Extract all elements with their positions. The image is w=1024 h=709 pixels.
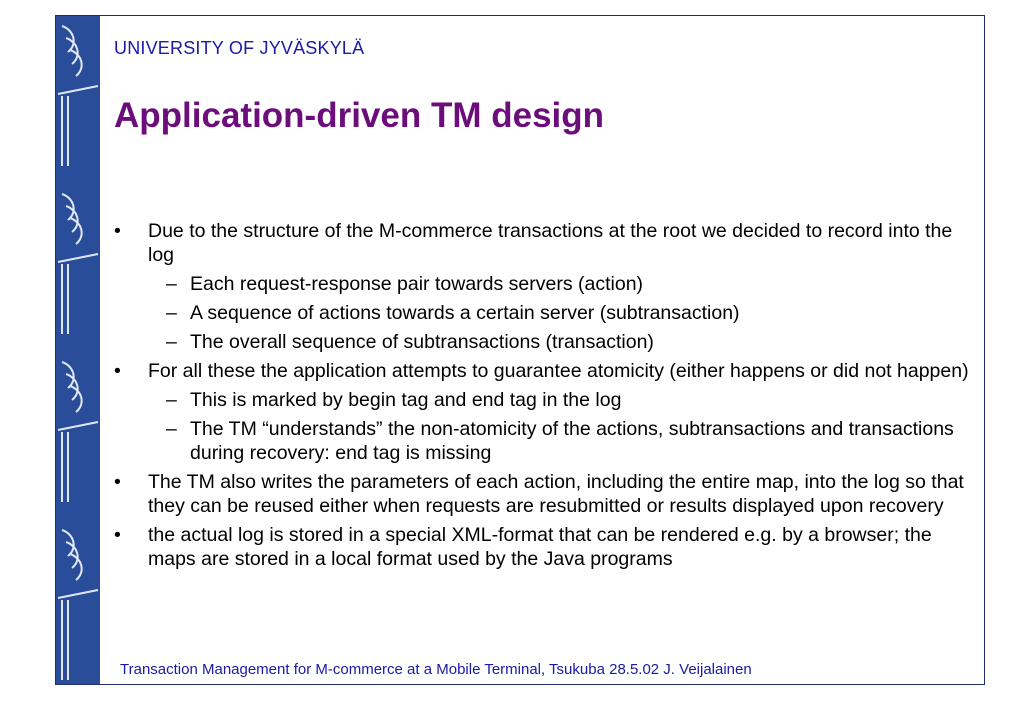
bullet-item: [114, 470, 974, 518]
sub-bullet-item: [114, 417, 974, 465]
decorative-sidebar: [56, 16, 100, 684]
sub-bullet-item: [114, 388, 974, 412]
sub-bullet-text: The overall sequence of subtransactions (transaction): [190, 331, 654, 353]
bullet-mark: •: [114, 524, 121, 546]
bullet-text: Due to the structure of the M-commerce transactions at the root we decided to record into the log: [148, 220, 953, 266]
slide-footer: Transaction Management for M-commerce at a Mobile Terminal, Tsukuba 28.5.02 J. Veijalainen: [120, 661, 752, 678]
slide-content: [114, 219, 974, 576]
sub-bullet-text: A sequence of actions towards a certain server (subtransaction): [190, 302, 740, 324]
sub-bullet-mark: –: [166, 389, 177, 411]
sub-bullet-mark: –: [166, 273, 177, 295]
sub-bullet-mark: –: [166, 418, 177, 440]
slide-title: Application-driven TM design: [114, 96, 605, 135]
sub-bullet-item: [114, 330, 974, 354]
sub-bullet-text: Each request-response pair towards servers (action): [190, 273, 644, 295]
sub-bullet-mark: –: [166, 302, 177, 324]
bullet-mark: •: [114, 220, 121, 242]
sub-bullet-text: The TM “understands” the non-atomicity of the actions, subtransactions and transactions during recovery: end tag is missing: [190, 418, 954, 464]
bullet-item: [114, 219, 974, 267]
bullet-mark: •: [114, 360, 121, 382]
sidebar-ornament-icon: [56, 16, 100, 684]
sub-bullet-mark: –: [166, 331, 177, 353]
sub-bullet-item: [114, 301, 974, 325]
bullet-text: the actual log is stored in a special XML-format that can be rendered e.g. by a browser; the maps are stored in a local format used by the Java programs: [148, 524, 932, 570]
sub-bullet-text: This is marked by begin tag and end tag in the log: [190, 389, 622, 411]
bullet-item: [114, 523, 974, 571]
bullet-mark: •: [114, 471, 121, 493]
slide: [55, 15, 985, 685]
bullet-text: The TM also writes the parameters of each action, including the entire map, into the log so that they can be reused either when requests are resubmitted or results displayed upon recovery: [148, 471, 964, 517]
sub-bullet-item: [114, 272, 974, 296]
university-header: UNIVERSITY OF JYVÄSKYLÄ: [114, 38, 365, 58]
bullet-text: For all these the application attempts to guarantee atomicity (either happens or did not happen): [148, 360, 969, 382]
bullet-item: [114, 359, 974, 383]
